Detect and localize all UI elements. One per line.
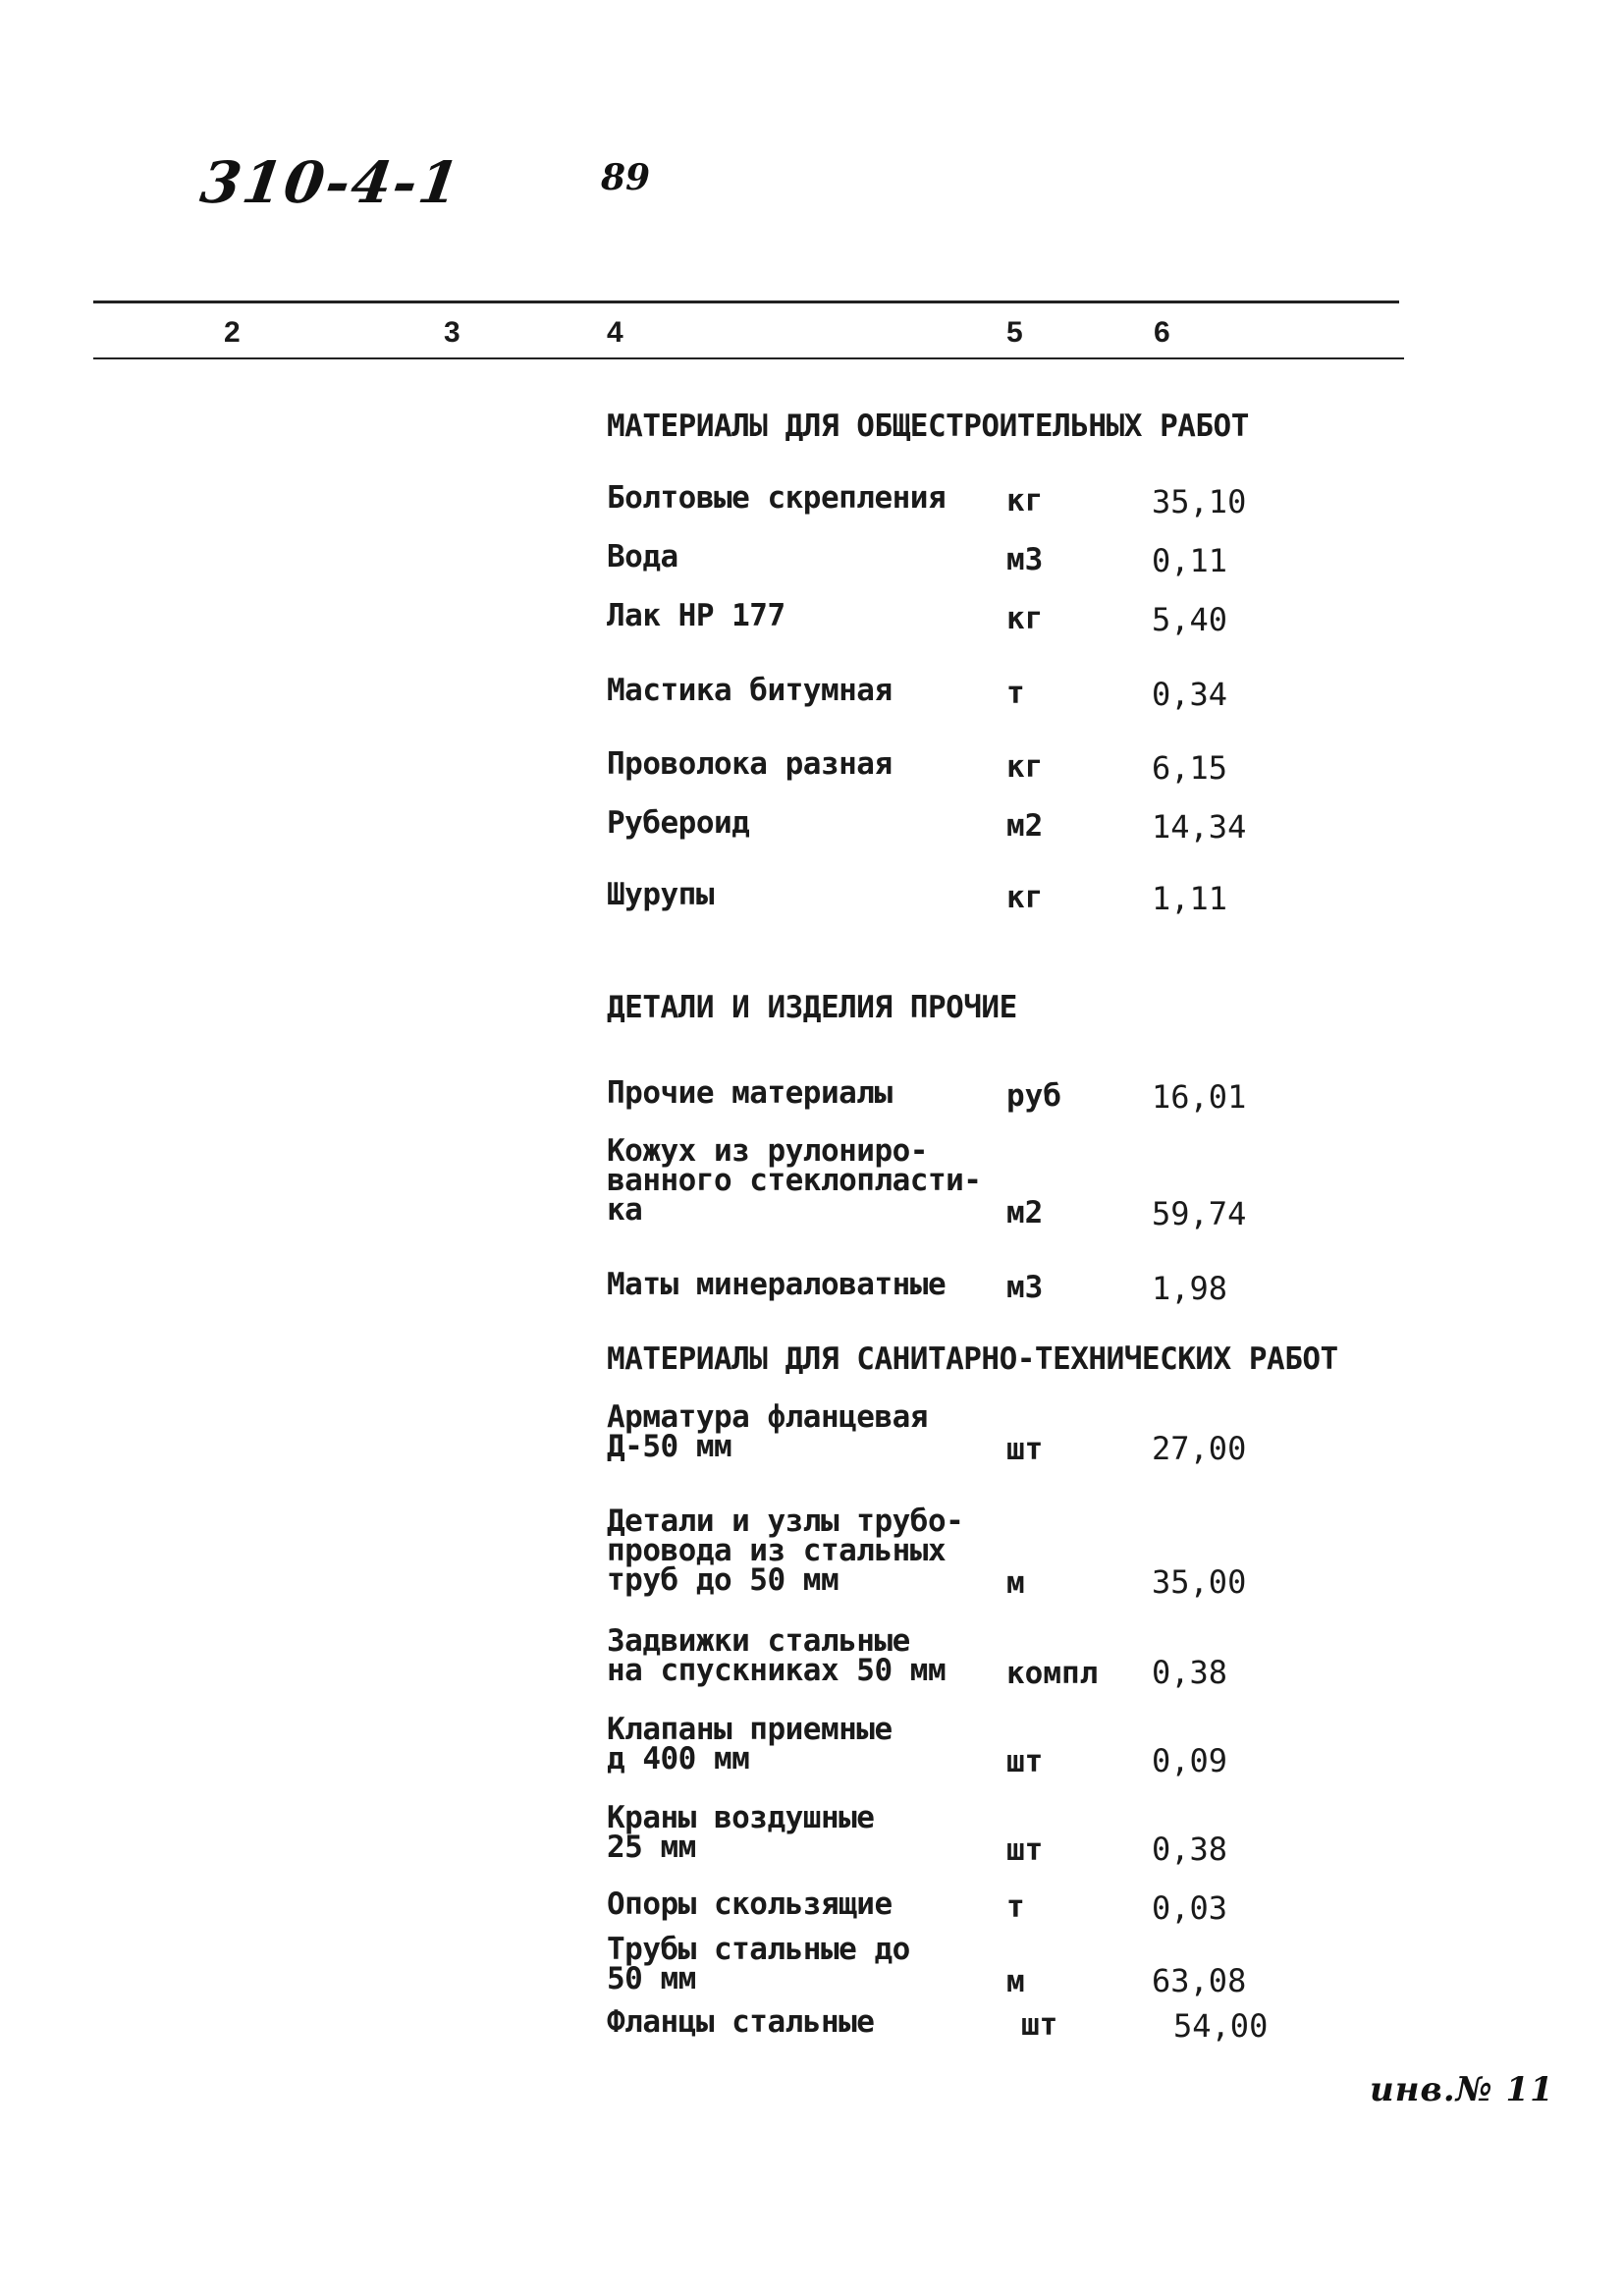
item-value: 35,10 [1152, 483, 1247, 520]
item-value: 35,00 [1152, 1563, 1247, 1601]
item-value: 63,08 [1152, 1962, 1247, 1999]
item-unit: т [1006, 676, 1025, 711]
item-value: 14,34 [1152, 808, 1247, 846]
item-name: Фланцы стальные [607, 2004, 875, 2040]
item-name: Арматура фланцевая Д-50 мм [607, 1399, 928, 1464]
item-unit: м3 [1006, 542, 1044, 577]
item-unit: кг [1006, 880, 1044, 915]
item-name: Вода [607, 539, 678, 574]
item-value: 0,03 [1152, 1889, 1228, 1927]
column-number-4: 4 [607, 316, 623, 349]
page-number: 89 [601, 157, 651, 198]
item-unit: т [1006, 1889, 1025, 1925]
item-value: 5,40 [1152, 601, 1228, 638]
item-value: 0,34 [1152, 676, 1228, 713]
item-unit: м2 [1006, 808, 1044, 844]
item-name: Детали и узлы трубо- провода из стальных труб до 50 мм [607, 1503, 964, 1598]
item-value: 59,74 [1152, 1195, 1247, 1232]
item-value: 6,15 [1152, 749, 1228, 787]
section-title-general-construction: МАТЕРИАЛЫ ДЛЯ ОБЩЕСТРОИТЕЛЬНЫХ РАБОТ [607, 409, 1249, 444]
item-name: Задвижки стальные на спускниках 50 мм [607, 1623, 947, 1688]
item-name: Клапаны приемные д 400 мм [607, 1712, 893, 1777]
item-value: 0,38 [1152, 1831, 1228, 1868]
item-name: Прочие материалы [607, 1075, 893, 1111]
table-header-bottom-rule [93, 357, 1404, 359]
item-unit: кг [1006, 601, 1044, 636]
item-value: 27,00 [1152, 1430, 1247, 1467]
column-number-2: 2 [224, 316, 241, 349]
item-name: Мастика битумная [607, 673, 893, 708]
item-unit: м2 [1006, 1195, 1044, 1230]
item-unit: кг [1006, 483, 1044, 519]
item-unit: м [1006, 1964, 1025, 1999]
item-unit: шт [1006, 1744, 1044, 1779]
item-unit: м3 [1006, 1270, 1044, 1305]
inventory-note: инв.№ 11 [1370, 2070, 1554, 2109]
item-unit: кг [1006, 749, 1044, 785]
item-unit: шт [1006, 1432, 1044, 1467]
item-value: 1,11 [1152, 880, 1228, 917]
column-number-3: 3 [444, 316, 460, 349]
item-name: Рубероид [607, 805, 750, 841]
section-title-sanitary-technical: МАТЕРИАЛЫ ДЛЯ САНИТАРНО-ТЕХНИЧЕСКИХ РАБОТ [607, 1341, 1338, 1377]
item-value: 0,38 [1152, 1654, 1228, 1691]
item-name: Шурупы [607, 877, 714, 912]
item-value: 0,11 [1152, 542, 1228, 579]
item-unit: компл [1006, 1656, 1099, 1691]
item-name: Проволока разная [607, 746, 893, 782]
item-name: Трубы стальные до 50 мм [607, 1932, 910, 1996]
item-value: 0,09 [1152, 1742, 1228, 1779]
item-name: Краны воздушные 25 мм [607, 1800, 875, 1865]
section-title-other-parts: ДЕТАЛИ И ИЗДЕЛИЯ ПРОЧИЕ [607, 990, 1017, 1025]
item-value: 54,00 [1173, 2007, 1269, 2045]
item-name: Кожух из рулониро- ванного стеклопласти- ка [607, 1133, 982, 1228]
column-number-6: 6 [1154, 316, 1170, 349]
item-unit: шт [1006, 1832, 1044, 1868]
item-unit: м [1006, 1565, 1025, 1601]
item-value: 1,98 [1152, 1270, 1228, 1307]
item-name: Болтовые скрепления [607, 480, 947, 516]
item-unit: руб [1006, 1078, 1061, 1114]
item-name: Опоры скользящие [607, 1886, 893, 1922]
document-code: 310-4-1 [196, 149, 465, 216]
item-name: Лак НР 177 [607, 598, 785, 633]
column-number-5: 5 [1006, 316, 1023, 349]
table-header-top-rule [93, 301, 1399, 303]
item-unit: шт [1021, 2007, 1058, 2043]
item-name: Маты минераловатные [607, 1267, 947, 1302]
item-value: 16,01 [1152, 1078, 1247, 1116]
